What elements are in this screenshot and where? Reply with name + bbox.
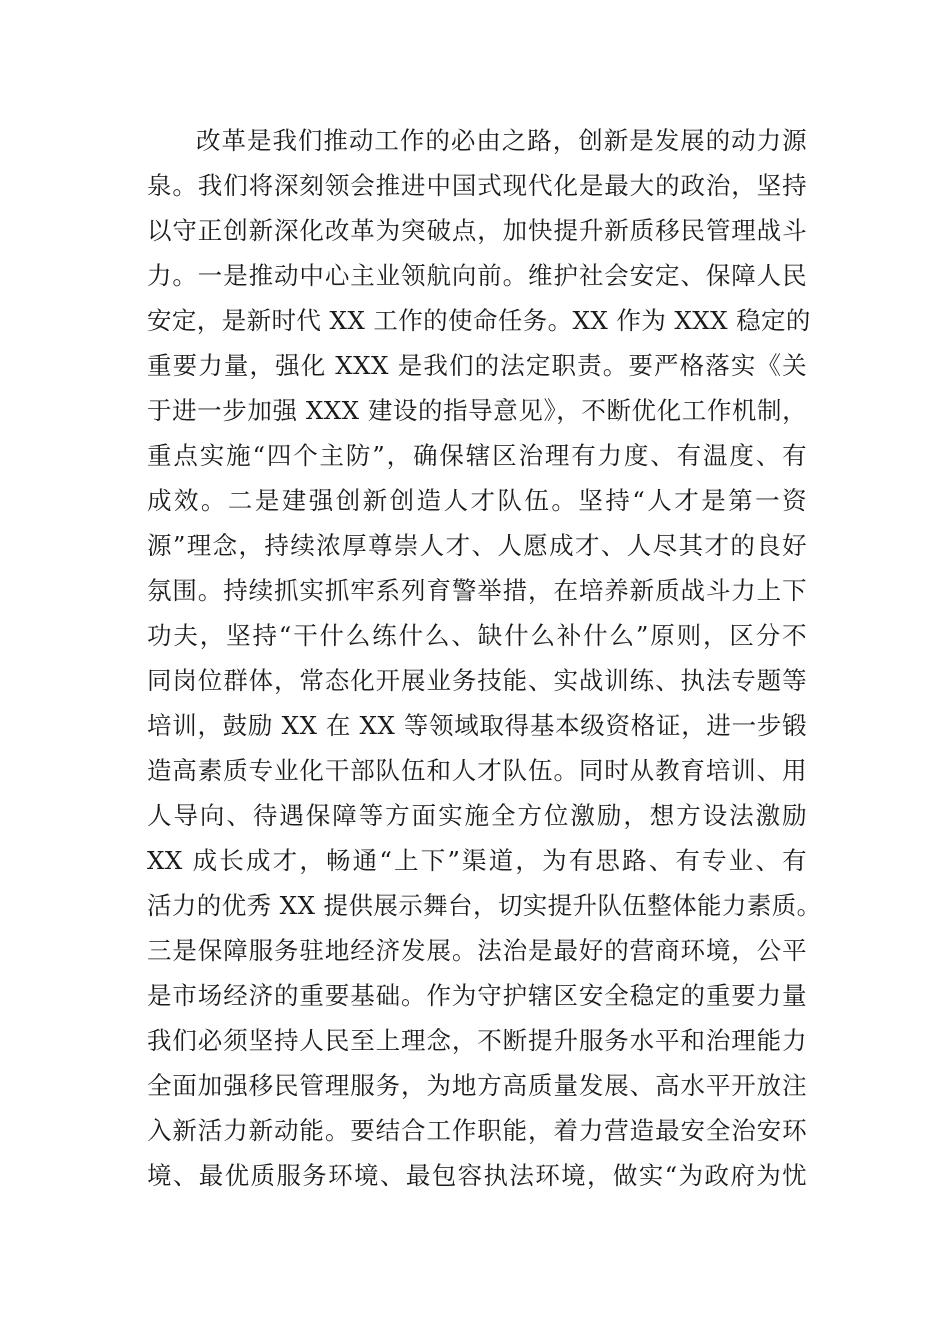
body-text-line: 改革是我们推动工作的必由之路，创新是发展的动力源 [196,126,807,155]
body-text-line: 同岗位群体，常态化开展业务技能、实战训练、执法专题等 [147,666,807,695]
body-text-line: 源”理念，持续浓厚尊崇人才、人愿成才、人尽其才的良好 [147,531,807,560]
body-text-line: 成效。二是建强创新创造人才队伍。坚持“人才是第一资 [147,486,807,515]
body-text-line: 我们必须坚持人民至上理念，不断提升服务水平和治理能力 [147,1026,807,1055]
body-text-line: 重要力量，强化 XXX 是我们的法定职责。要严格落实《关 [147,351,807,380]
body-text-line: 活力的优秀 XX 提供展示舞台，切实提升队伍整体能力素质。 [147,891,822,920]
body-text-line: 人导向、待遇保障等方面实施全方位激励，想方设法激励 [147,801,807,830]
body-text-line: 境、最优质服务环境、最包容执法环境，做实“为政府为忧 [147,1161,807,1190]
body-text-line: 功夫，坚持“干什么练什么、缺什么补什么”原则，区分不 [147,621,807,650]
body-text-line: 入新活力新动能。要结合工作职能，着力营造最安全治安环 [147,1116,807,1145]
body-text-line: 泉。我们将深刻领会推进中国式现代化是最大的政治，坚持 [147,171,807,200]
body-text-line: 力。一是推动中心主业领航向前。维护社会安定、保障人民 [147,261,807,290]
body-text-line: 造高素质专业化干部队伍和人才队伍。同时从教育培训、用 [147,756,807,785]
body-text-line: 安定，是新时代 XX 工作的使命任务。XX 作为 XXX 稳定的 [147,306,811,335]
body-text-line: 以守正创新深化改革为突破点，加快提升新质移民管理战斗 [147,216,807,245]
body-text-line: 培训，鼓励 XX 在 XX 等领域取得基本级资格证，进一步锻 [147,711,807,740]
body-text-line: 氛围。持续抓实抓牢系列育警举措，在培养新质战斗力上下 [147,576,807,605]
body-text-line: 是市场经济的重要基础。作为守护辖区安全稳定的重要力量 [147,981,807,1010]
body-text-line: 重点实施“四个主防”，确保辖区治理有力度、有温度、有 [147,441,807,470]
body-text-line: 于进一步加强 XXX 建设的指导意见》，不断优化工作机制， [147,396,807,425]
body-text-line: XX 成长成才，畅通“上下”渠道，为有思路、有专业、有 [147,846,807,875]
body-text-line: 全面加强移民管理服务，为地方高质量发展、高水平开放注 [147,1071,807,1100]
body-text-line: 三是保障服务驻地经济发展。法治是最好的营商环境，公平 [147,936,807,965]
